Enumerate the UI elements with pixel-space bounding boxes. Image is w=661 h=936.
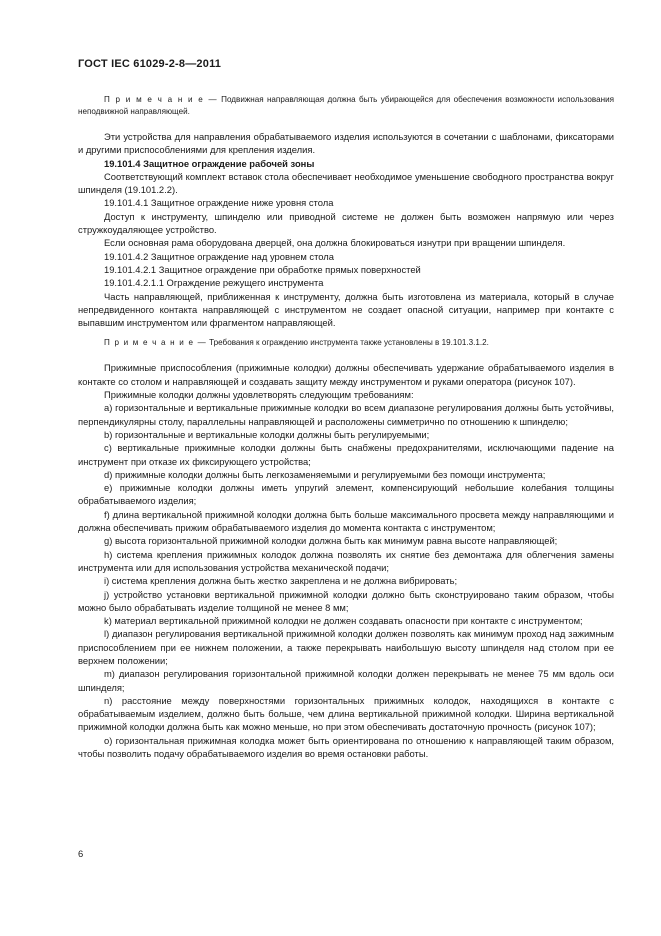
list-item-o: о) горизонтальная прижимная колодка может быть ориентирована по отношению к направляющей таким образом, чтобы позволить подачу обрабатываемого изделия во время остановки работы. — [78, 734, 614, 760]
list-item-d: d) прижимные колодки должны быть легкозаменяемыми и регулируемыми без помощи инструмента; — [104, 468, 546, 480]
list-item-f: f) длина вертикальной прижимной колодки должна быть больше максимального просвета между направляющими и должна обеспечивать прижим обрабатываемого изделия до момента контакта с инструментом; — [78, 508, 614, 534]
note-paragraph — [78, 94, 614, 118]
list-item-m: m) диапазон регулирования горизонтальной прижимной колодки должен перекрывать не менее 75 мм вдоль оси шпинделя; — [78, 668, 614, 693]
section-heading-19-101-4: 19.101.4 Защитное ограждение рабочей зоны — [104, 157, 315, 169]
paragraph: Эти устройства для направления обрабатываемого изделия используются в сочетании с шаблонами, фиксаторами и другими приспособлениями для крепления изделия. — [78, 131, 614, 156]
paragraph: Прижимные приспособления (прижимные колодки) должны обеспечивать удержание обрабатываемого изделия в контакте со столом и направляющей и создавать защиту между инструментом и руками оператора (рисунок 107). — [78, 362, 614, 387]
list-item-i: i) система крепления должна быть жестко закреплена и не должна вибрировать; — [104, 575, 458, 587]
subsection-heading-19-101-4-1: 19.101.4.1 Защитное ограждение ниже уровня стола — [104, 197, 334, 209]
note-text: Подвижная направляющая должна быть убирающейся для обеспечения возможности использования неподвижной направляющей. — [78, 95, 614, 116]
paragraph: Часть направляющей, приближенная к инструменту, должна быть изготовлена из материала, который в случае непредвиденного контакта направляющей с инструментом не создает опасной ситуации, например при контакте с выпавшим инструментом или фрагментом направляющей. — [78, 290, 614, 329]
page-number: 6 — [78, 848, 84, 859]
note-label: П р и м е ч а н и е — — [104, 95, 218, 104]
subsection-heading-19-101-4-2-1-1: 19.101.4.2.1.1 Ограждение режущего инструмента — [104, 277, 324, 289]
list-item-j: j) устройство установки вертикальной прижимной колодки должно быть сконструировано таким образом, чтобы можно было обрабатывать изделие толщиной не менее 8 мм; — [78, 588, 614, 613]
document-header: ГОСТ IEC 61029-2-8—2011 — [78, 58, 222, 70]
list-item-k: k) материал вертикальной прижимной колодки не должен создавать опасности при контакте с инструментом; — [104, 615, 583, 627]
list-item-a: а) горизонтальные и вертикальные прижимные колодки во всем диапазоне регулирования должны быть устойчивы, перпендикулярны столу, параллельны направляющей и расположены симметрично по отношению к шпинделю; — [78, 402, 614, 427]
paragraph: Прижимные колодки должны удовлетворять следующим требованиям: — [104, 389, 414, 401]
list-item-l: l) диапазон регулирования вертикальной прижимной колодки должен позволять как минимум проход над зажимным приспособлением при ее нижнем положении, а также перекрывать наибольшую высоту шпинделя над столом при ее верхнем положении; — [78, 628, 614, 666]
paragraph: Соответствующий комплект вставок стола обеспечивает необходимое уменьшение свободного пространства вокруг шпинделя (19.101.2.2). — [78, 170, 614, 196]
list-item-c: c) вертикальные прижимные колодки должны быть снабжены предохранителями, исключающими падение на инструмент при отказе их фиксирующего устройства; — [78, 442, 614, 467]
list-item-e: e) прижимные колодки должны иметь упругий элемент, компенсирующий небольшие колебания толщины обрабатываемого изделия; — [78, 482, 614, 507]
paragraph: Если основная рама оборудована дверцей, она должна блокироваться изнутри при вращении шпинделя. — [104, 237, 566, 249]
paragraph: Доступ к инструменту, шпинделю или приводной системе не должен быть возможен напрямую или через стружкоудаляющее устройство. — [78, 210, 614, 236]
note-paragraph — [78, 337, 614, 349]
list-item-n: n) расстояние между поверхностями горизонтальных прижимных колодок, находящихся в контакте с обрабатываемым изделием, должно быть больше, чем длина вертикальной прижимной колодки. Ширина вертикальной прижимной колодки должна быть как можно меньше, но при этом обеспечивать достаточную прочность (рисунок 107); — [78, 694, 614, 733]
list-item-h: h) система крепления прижимных колодок должна позволять их снятие без демонтажа для облегчения замены инструмента или для использования устройства механической подачи; — [78, 548, 614, 573]
note-text: Требования к ограждению инструмента также установлены в 19.101.3.1.2. — [206, 338, 489, 348]
note-label: П р и м е ч а н и е — — [104, 338, 207, 348]
page-body — [78, 94, 614, 760]
subsection-heading-19-101-4-2-1: 19.101.4.2.1 Защитное ограждение при обработке прямых поверхностей — [104, 263, 421, 275]
list-item-g: g) высота горизонтальной прижимной колодки должна быть как минимум равна высоте направляющей; — [104, 535, 558, 547]
list-item-b: b) горизонтальные и вертикальные колодки должны быть регулируемыми; — [104, 428, 430, 440]
subsection-heading-19-101-4-2: 19.101.4.2 Защитное ограждение над уровнем стола — [104, 250, 334, 262]
